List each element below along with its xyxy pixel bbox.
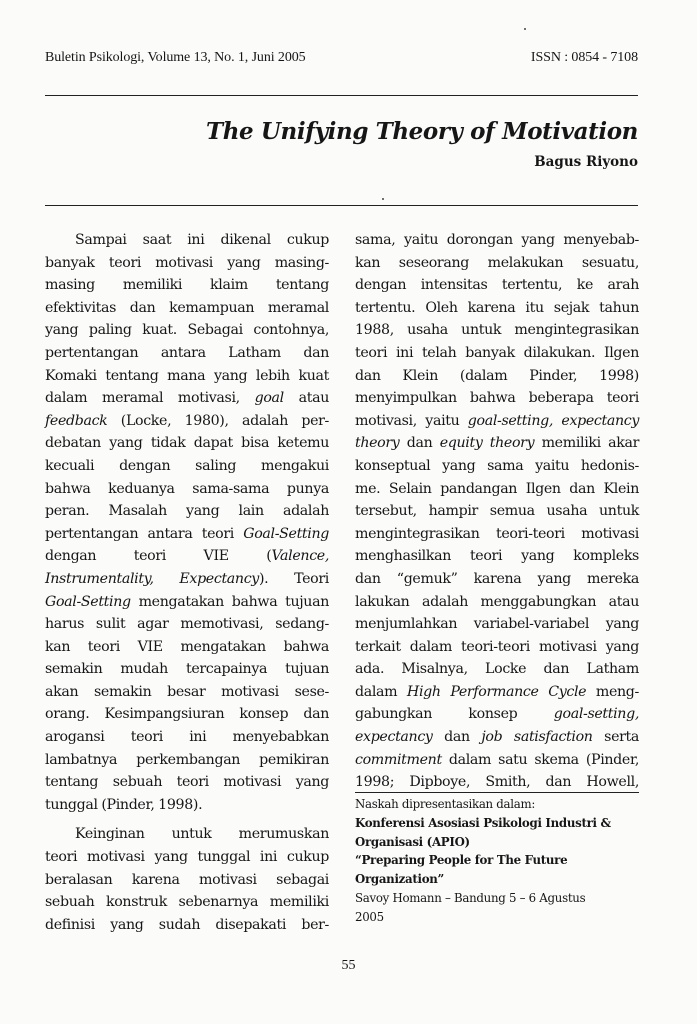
text-line (45, 274, 329, 297)
text-line (45, 523, 329, 546)
text-line (355, 591, 639, 614)
italic-term: Goal-Setting (243, 525, 329, 542)
text-run: Sampai saat ini dikenal cukup (75, 232, 329, 248)
text-run: Keinginan untuk merumuskan (75, 826, 329, 843)
text-run: kan teori VIE mengatakan bahwa (45, 638, 329, 655)
italic-term: commitment (355, 751, 442, 768)
text-line (45, 500, 329, 523)
text-run: konseptual yang sama yaitu hedonis- (355, 457, 639, 474)
text-line (45, 297, 329, 320)
text-run: Komaki tentang mana yang lebih kuat (45, 367, 329, 384)
footnote-rule (355, 792, 639, 793)
text-line (45, 613, 329, 636)
text-line (45, 455, 329, 478)
text-line (355, 545, 639, 568)
text-line (45, 794, 329, 817)
text-line (45, 846, 329, 869)
text-run: dan “gemuk” karena yang mereka (355, 570, 639, 587)
italic-term: goal (254, 390, 284, 407)
italic-term: goal-setting, expectancy (467, 412, 639, 429)
conference-theme-line2: Organization” (355, 872, 445, 887)
italic-term: High Performance Cycle (406, 683, 587, 700)
text-run: sebuah konstruk sebenarnya memiliki (45, 894, 329, 911)
text-run: banyak teori motivasi yang masing- (45, 254, 329, 271)
text-line (355, 726, 639, 749)
text-run: ada. Misalnya, Locke dan Latham (355, 661, 639, 678)
italic-term: expectancy (355, 729, 433, 746)
text-line (45, 681, 329, 704)
text-run: me. Selain pandangan Ilgen dan Klein (355, 480, 639, 497)
text-run: kecuali dengan saling mengakui (45, 457, 329, 474)
text-line (355, 749, 639, 772)
text-line (355, 613, 639, 636)
text-run: dalam (355, 683, 407, 700)
text-line (45, 252, 329, 275)
text-line (45, 636, 329, 659)
page-number: 55 (341, 958, 356, 973)
text-run: ). Teori (258, 570, 329, 587)
text-run: menjumlahkan variabel-variabel yang (355, 616, 639, 633)
text-line (45, 591, 329, 614)
text-line (45, 432, 329, 455)
conference-name-line1: Konferensi Asosiasi Psikologi Industri & (355, 815, 611, 830)
text-run: tertentu. Oleh karena itu sejak tahun (355, 299, 639, 316)
text-line (45, 410, 329, 433)
text-line (45, 387, 329, 410)
text-run: mengintegrasikan teori-teori motivasi (355, 525, 639, 542)
text-line (45, 914, 329, 937)
text-run: efektivitas dan kemampuan meramal (45, 299, 329, 316)
footnote (355, 795, 655, 927)
text-line (355, 771, 639, 794)
text-line (355, 432, 639, 455)
italic-term: equity theory (439, 435, 535, 452)
text-run: dengan intensitas tertentu, ke arah (355, 277, 639, 294)
italic-term: goal-setting, (553, 706, 639, 723)
text-line (355, 387, 639, 410)
italic-term: theory (355, 435, 400, 452)
text-run: teori ini telah banyak dilakukan. Ilgen (355, 344, 639, 361)
venue-line2: 2005 (355, 909, 384, 924)
text-line (355, 252, 639, 275)
text-run: 1988, usaha untuk mengintegrasikan (355, 322, 639, 339)
text-run: 1998; Dipboye, Smith, dan Howell, (355, 774, 639, 791)
left-column (45, 229, 329, 936)
text-line (45, 726, 329, 749)
text-run: dan (432, 729, 482, 746)
text-line (355, 455, 639, 478)
text-run: peran. Masalah yang lain adalah (45, 503, 329, 520)
text-run: definisi yang sudah disepakati ber- (45, 916, 329, 933)
paragraph-2 (45, 823, 329, 936)
text-line (355, 319, 639, 342)
text-run: atau (283, 390, 329, 407)
text-run: (Locke, 1980), adalah per- (107, 412, 329, 429)
text-run: lambatnya perkembangan pemikiran (45, 751, 329, 768)
text-run: gabungkan konsep (355, 706, 554, 723)
text-run: akan semakin besar motivasi sese- (45, 683, 329, 700)
text-run: teori motivasi yang tunggal ini cukup (45, 849, 329, 866)
text-line (45, 229, 329, 252)
text-run: bahwa keduanya sama-sama punya (45, 480, 329, 497)
text-line (45, 545, 329, 568)
text-line (45, 478, 329, 501)
text-run: yang paling kuat. Sebagai contohnya, (45, 322, 329, 339)
title-rule (45, 205, 638, 206)
text-run: serta (592, 729, 640, 746)
text-run: menghasilkan teori yang kompleks (355, 548, 639, 565)
italic-term: Goal-Setting (45, 593, 131, 610)
text-line (355, 703, 639, 726)
header-rule (45, 95, 638, 96)
text-run: dalam meramal motivasi, (45, 390, 255, 407)
text-run: tunggal (Pinder, 1998). (45, 796, 203, 813)
text-line (45, 703, 329, 726)
italic-term: Instrumentality, Expectancy (45, 570, 259, 587)
text-run: terkait dalam teori-teori motivasi yang (355, 638, 639, 655)
scan-speck (524, 28, 526, 30)
text-line (355, 274, 639, 297)
paragraph-1 (45, 229, 329, 816)
text-line (355, 478, 639, 501)
article-author: Bagus Riyono (534, 154, 638, 170)
text-line (355, 297, 639, 320)
text-run: tersebut, hampir semua usaha untuk (355, 503, 639, 520)
text-run: kan seseorang melakukan sesuatu, (355, 254, 639, 271)
italic-term: Valence, (271, 548, 329, 565)
text-run: menyimpulkan bahwa beberapa teori (355, 390, 639, 407)
running-head (45, 50, 638, 70)
text-run: dan (399, 435, 440, 452)
article-title: The Unifying Theory of Motivation (206, 118, 638, 145)
text-line (355, 523, 639, 546)
text-run: memiliki akar (534, 435, 640, 452)
text-line (355, 568, 639, 591)
text-line (355, 500, 639, 523)
text-line (355, 410, 639, 433)
text-run: semakin mudah tercapainya tujuan (45, 661, 329, 678)
text-run: meng- (586, 683, 639, 700)
text-line (355, 342, 639, 365)
issn: ISSN : 0854 - 7108 (530, 50, 638, 65)
text-line (45, 342, 329, 365)
text-run: orang. Kesimpangsiuran konsep dan (45, 706, 329, 723)
right-column (355, 229, 639, 794)
text-run: arogansi teori ini menyebabkan (45, 729, 329, 746)
text-line (355, 658, 639, 681)
text-run: lakukan adalah menggabungkan atau (355, 593, 639, 610)
text-line (45, 319, 329, 342)
text-line (355, 365, 639, 388)
text-run: harus sulit agar memotivasi, sedang- (45, 616, 329, 633)
text-run: dengan teori VIE ( (45, 548, 272, 565)
text-line (45, 869, 329, 892)
text-run: dan Klein (dalam Pinder, 1998) (355, 367, 639, 384)
conference-name-line2: Organisasi (APIO) (355, 834, 470, 849)
text-line (45, 658, 329, 681)
text-run: beralasan karena motivasi sebagai (45, 871, 329, 888)
text-run: mengatakan bahwa tujuan (130, 593, 329, 610)
text-run: dalam satu skema (Pinder, (441, 751, 639, 768)
text-line (45, 749, 329, 772)
text-line (45, 823, 329, 846)
text-line (45, 365, 329, 388)
italic-term: job satisfaction (481, 729, 593, 746)
text-line (355, 636, 639, 659)
text-line (355, 229, 639, 252)
scan-speck (382, 198, 384, 200)
paragraph-continued (355, 229, 639, 794)
text-run: sama, yaitu dorongan yang menyebab- (355, 232, 639, 248)
text-line (45, 771, 329, 794)
italic-term: feedback (45, 412, 108, 429)
text-run: masing memiliki klaim tentang (45, 277, 329, 294)
text-line (45, 568, 329, 591)
conference-theme-line1: “Preparing People for The Future (355, 853, 568, 868)
text-run: pertentangan antara teori (45, 525, 244, 542)
text-run: debatan yang tidak dapat bisa ketemu (45, 435, 329, 452)
journal-citation: Buletin Psikologi, Volume 13, No. 1, Juni 2005 (45, 50, 306, 65)
text-run: motivasi, yaitu (355, 412, 468, 429)
text-run: tentang sebuah teori motivasi yang (45, 774, 329, 791)
text-line (45, 891, 329, 914)
venue-line1: Savoy Homann – Bandung 5 – 6 Agustus (355, 890, 586, 905)
text-run: pertentangan antara Latham dan (45, 344, 329, 361)
text-line (355, 681, 639, 704)
footnote-intro: Naskah dipresentasikan dalam: (355, 797, 536, 811)
